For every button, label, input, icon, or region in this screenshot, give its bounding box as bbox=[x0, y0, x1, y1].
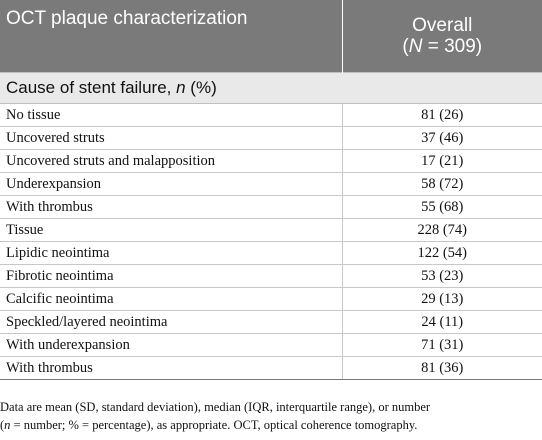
row-label: Uncovered struts and malapposition bbox=[0, 150, 342, 173]
header-characterization: OCT plaque characterization bbox=[0, 0, 342, 73]
row-value: 58 (72) bbox=[342, 173, 542, 196]
section-label-prefix: Cause of stent failure, bbox=[6, 78, 177, 97]
table-row bbox=[0, 127, 542, 150]
section-row-cause bbox=[0, 73, 542, 104]
section-label-n: n bbox=[176, 78, 186, 97]
header-count-open: ( bbox=[402, 36, 409, 57]
row-label: Tissue bbox=[0, 219, 342, 242]
row-value: 17 (21) bbox=[342, 150, 542, 173]
table-row bbox=[0, 242, 542, 265]
table-row bbox=[0, 196, 542, 219]
row-value: 55 (68) bbox=[342, 196, 542, 219]
row-value: 53 (23) bbox=[342, 265, 542, 288]
row-value: 71 (31) bbox=[342, 334, 542, 357]
row-label: Lipidic neointima bbox=[0, 242, 342, 265]
row-label: With underexpansion bbox=[0, 334, 342, 357]
table-row bbox=[0, 265, 542, 288]
row-label: With thrombus bbox=[0, 357, 342, 380]
footnote-line-1: Data are mean (SD, standard deviation), median (IQR, interquartile range), or number bbox=[0, 400, 431, 414]
header-count-n: N bbox=[408, 36, 423, 57]
table-row bbox=[0, 357, 542, 380]
row-value: 37 (46) bbox=[342, 127, 542, 150]
row-value: 228 (74) bbox=[342, 219, 542, 242]
row-value: 29 (13) bbox=[342, 288, 542, 311]
table-row bbox=[0, 104, 542, 127]
table-row bbox=[0, 288, 542, 311]
footnote-n: n bbox=[4, 418, 11, 432]
row-label: Underexpansion bbox=[0, 173, 342, 196]
section-label bbox=[0, 73, 542, 104]
table-row bbox=[0, 334, 542, 357]
table-header-row bbox=[0, 0, 542, 73]
row-label: Calcific neointima bbox=[0, 288, 342, 311]
row-label: Fibrotic neointima bbox=[0, 265, 342, 288]
table-row bbox=[0, 311, 542, 334]
footnote-open: ( bbox=[0, 418, 5, 432]
row-value: 24 (11) bbox=[342, 311, 542, 334]
header-count-value: = 309) bbox=[422, 36, 483, 57]
table-row bbox=[0, 219, 542, 242]
table-row bbox=[0, 173, 542, 196]
row-label: Uncovered struts bbox=[0, 127, 342, 150]
header-overall bbox=[342, 0, 542, 73]
footnote-rest: = number; % = percentage), as appropriate. OCT, optical coherence tomography. bbox=[10, 418, 418, 432]
row-label: No tissue bbox=[0, 104, 342, 127]
header-overall-count bbox=[343, 36, 542, 57]
footnote-line-2 bbox=[0, 416, 542, 434]
row-value: 122 (54) bbox=[342, 242, 542, 265]
table-row bbox=[0, 150, 542, 173]
header-overall-label: Overall bbox=[412, 15, 473, 36]
row-label: With thrombus bbox=[0, 196, 342, 219]
row-label: Speckled/layered neointima bbox=[0, 311, 342, 334]
section-label-suffix: (%) bbox=[185, 78, 217, 97]
row-value: 81 (26) bbox=[342, 104, 542, 127]
row-value: 81 (36) bbox=[342, 357, 542, 380]
table-footnote bbox=[0, 398, 542, 434]
